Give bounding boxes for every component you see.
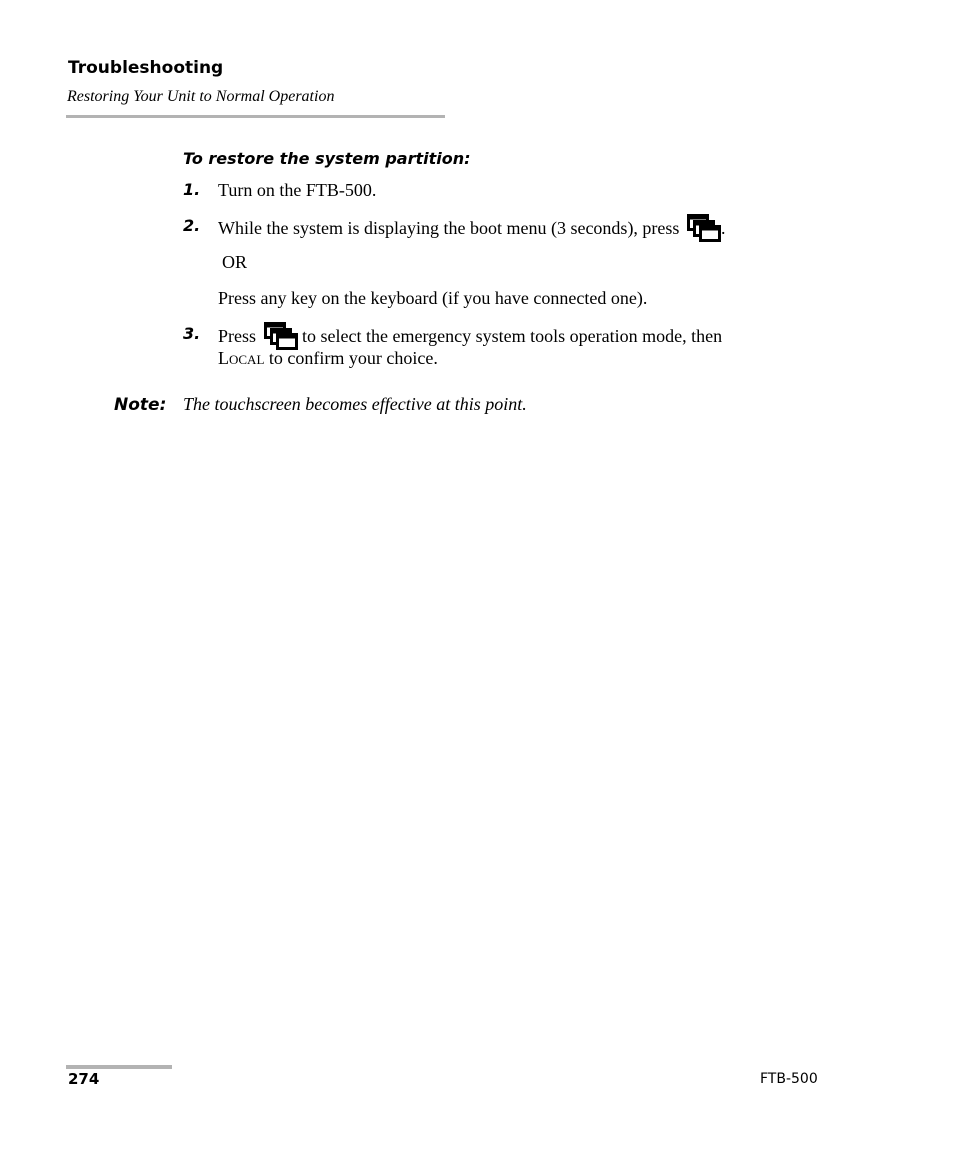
step-1-text: Turn on the FTB-500. xyxy=(218,180,377,200)
window-switch-key-icon xyxy=(687,214,721,242)
step-2-text xyxy=(218,214,725,242)
step-1-number: 1. xyxy=(183,180,201,199)
step-2-text-before: While the system is displaying the boot menu (3 seconds), press xyxy=(218,218,684,238)
running-header-title: Troubleshooting xyxy=(68,58,224,78)
local-key-label: Local xyxy=(218,348,265,368)
footer-divider xyxy=(66,1065,172,1069)
note-text: The touchscreen becomes effective at this point. xyxy=(183,394,527,414)
procedure-heading: To restore the system partition: xyxy=(183,149,471,168)
product-name: FTB-500 xyxy=(760,1071,818,1087)
step-3-text-after: to select the emergency system tools operation mode, then xyxy=(297,326,723,346)
running-header-subtitle: Restoring Your Unit to Normal Operation xyxy=(67,88,335,105)
step-3-text-line-2-rest: to confirm your choice. xyxy=(264,348,438,368)
note-label: Note: xyxy=(114,395,167,415)
step-2-alt-text: Press any key on the keyboard (if you have connected one). xyxy=(218,288,648,308)
step-2-number: 2. xyxy=(183,216,201,235)
page-number: 274 xyxy=(68,1070,100,1088)
step-2-text-after: . xyxy=(720,218,726,238)
step-3-text-line-2 xyxy=(218,346,438,370)
step-2-or: OR xyxy=(222,252,248,272)
header-divider xyxy=(66,115,445,118)
step-3-number: 3. xyxy=(183,324,201,343)
step-3-text-before: Press xyxy=(218,326,261,346)
